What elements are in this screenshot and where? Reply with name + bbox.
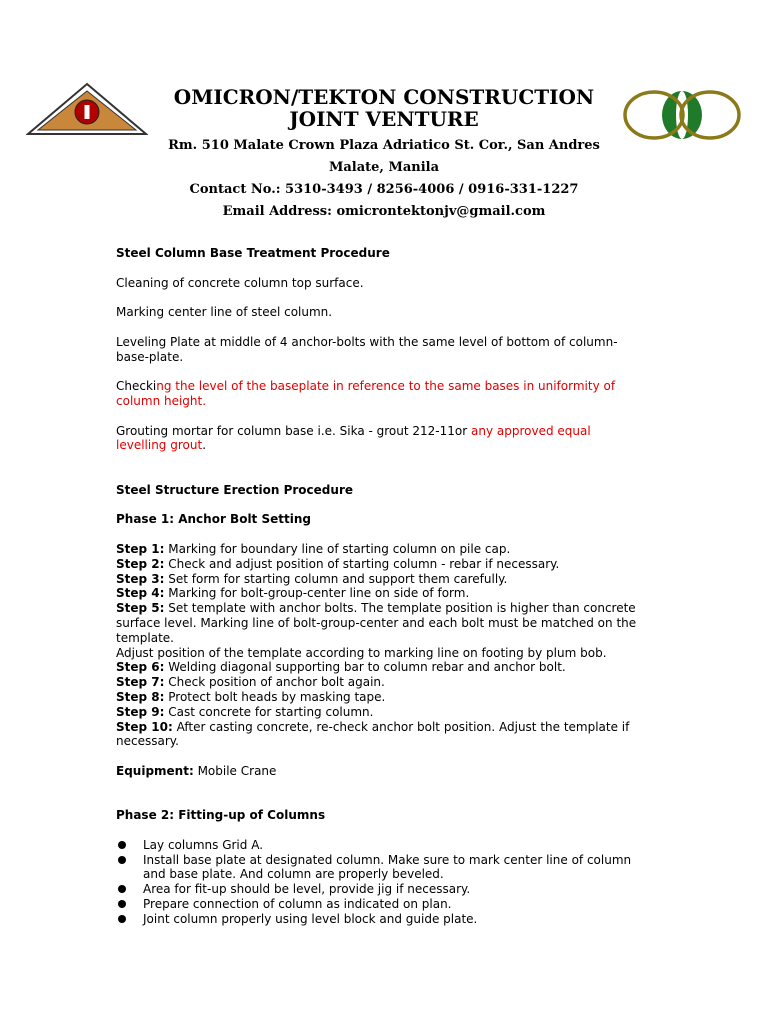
email-address: Email Address: omicrontektonjv@gmail.com: [222, 204, 546, 219]
company-name-line1: OMICRON/TEKTON CONSTRUCTION: [173, 85, 595, 109]
paragraph: Marking center line of steel column.: [116, 305, 333, 320]
step-label: Step 5:: [116, 601, 165, 616]
highlighted-text: any approved equal levelling grout: [116, 423, 591, 453]
step-item: [116, 705, 644, 720]
paragraph-grouting: [116, 424, 644, 454]
bullet-item: [116, 912, 644, 927]
bullet-dot-icon: [118, 841, 126, 849]
step-item: [116, 720, 644, 750]
step-item: [116, 660, 644, 675]
section-heading-erection: Steel Structure Erection Procedure: [116, 482, 353, 497]
step-label: Step 8:: [116, 689, 165, 704]
step-text: Check and adjust position of starting column - rebar if necessary.: [164, 556, 560, 571]
phase2-heading: Phase 2: Fitting-up of Columns: [116, 808, 326, 823]
step-label: Step 2:: [116, 556, 165, 571]
bullet-text: Prepare connection of column as indicated on plan.: [143, 897, 452, 912]
bullet-text: Lay columns Grid A.: [143, 837, 264, 852]
step-item: [116, 557, 644, 572]
step-item: [116, 542, 644, 557]
step-text: Protect bolt heads by masking tape.: [164, 689, 386, 704]
paragraph: Leveling Plate at middle of 4 anchor-bolts with the same level of bottom of column-base-plate.: [116, 334, 618, 364]
step-text: Adjust position of the template according to marking line on footing by plum bob.: [116, 645, 607, 660]
step-text: Check position of anchor bolt again.: [164, 675, 385, 690]
bullet-text: Joint column properly using level block and guide plate.: [143, 911, 478, 926]
step-text: Welding diagonal supporting bar to column rebar and anchor bolt.: [164, 660, 566, 675]
highlighted-text: ng the level of the baseplate in reference to the same bases in uniformity of column height.: [116, 379, 616, 408]
step-label: Step 1:: [116, 541, 165, 556]
text-run: Checki: [116, 379, 157, 394]
bullet-item: [116, 897, 644, 912]
step-text: Set template with anchor bolts. The template position is higher than concrete surface level. Marking line of bolt-group-center and each bolt must be matched on the template.: [116, 601, 637, 645]
step-label: Step 9:: [116, 704, 165, 719]
paragraph-checking: [116, 379, 644, 409]
section-heading-base-treatment: Steel Column Base Treatment Procedure: [116, 246, 390, 260]
step-text: Set form for starting column and support them carefully.: [164, 571, 508, 586]
step-item: [116, 601, 644, 645]
bullet-dot-icon: [118, 856, 126, 864]
step-item: [116, 572, 644, 587]
step-label: Step 7:: [116, 675, 165, 690]
tekton-rings-logo: [622, 88, 742, 142]
step-label: Step 4:: [116, 586, 165, 601]
step-item: [116, 675, 644, 690]
bullet-dot-icon: [118, 915, 126, 923]
bullet-item: [116, 853, 644, 883]
step-item: [116, 586, 644, 601]
step-text: After casting concrete, re-check anchor bolt position. Adjust the template if necessary.: [116, 719, 630, 749]
step-label: Step 3:: [116, 571, 165, 586]
address-line1: Rm. 510 Malate Crown Plaza Adriatico St. Cor., San Andres: [168, 138, 600, 153]
step-text: Marking for boundary line of starting column on pile cap.: [164, 541, 511, 556]
phase1-heading: Phase 1: Anchor Bolt Setting: [116, 512, 311, 527]
bullet-text: Install base plate at designated column. Make sure to mark center line of column and base plate. And column are properly beveled.: [143, 852, 632, 882]
bullet-list: [116, 838, 644, 927]
bullet-text: Area for fit-up should be level, provide jig if necessary.: [143, 882, 471, 897]
bullet-item: [116, 838, 644, 853]
contact-numbers: Contact No.: 5310-3493 / 8256-4006 / 0916-331-1227: [189, 182, 579, 197]
step-item: [116, 690, 644, 705]
text-run: Grouting mortar for column base i.e. Sika - grout 212-11or: [116, 423, 471, 438]
address-line2: Malate, Manila: [328, 160, 440, 175]
document-body: [116, 246, 644, 927]
bullet-dot-icon: [118, 885, 126, 893]
step-label: Step 10:: [116, 719, 173, 734]
equipment-line: [116, 764, 644, 779]
bullet-dot-icon: [118, 900, 126, 908]
equipment-value: Mobile Crane: [193, 763, 277, 778]
company-name-line2: JOINT VENTURE: [289, 107, 479, 131]
step-label: Step 6:: [116, 660, 165, 675]
paragraph: Cleaning of concrete column top surface.: [116, 275, 364, 290]
omicron-triangle-logo: [26, 82, 148, 136]
step-text: Cast concrete for starting column.: [164, 704, 374, 719]
step-text: Marking for bolt-group-center line on side of form.: [164, 586, 470, 601]
steps-list: [116, 542, 644, 749]
bullet-item: [116, 882, 644, 897]
equipment-label: Equipment:: [116, 763, 194, 778]
letterhead: [160, 86, 608, 223]
text-run: .: [202, 438, 207, 453]
step-item: [116, 646, 644, 661]
